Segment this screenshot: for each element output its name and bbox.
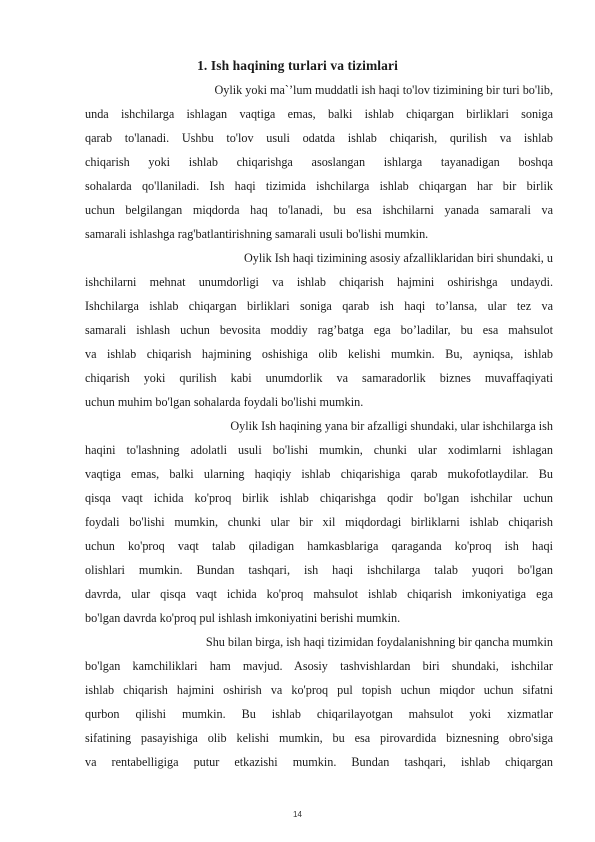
paragraph-line: sifatining pasayishiga olib kelishi mumkin, bu esa pirovardida biznesning obro'siga [85, 731, 553, 745]
paragraph-line: olishlari mumkin. Bundan tashqari, ish haqi ishchilarga talab yuqori bo'lgan [85, 563, 553, 577]
paragraph-line: samarali ishlashga rag'batlantirishning samarali usuli bo'lishi mumkin. [85, 227, 429, 241]
paragraph-line: unda ishchilarga ishlagan vaqtiga emas, balki ishlab chiqargan birliklari soniga [85, 107, 553, 121]
paragraph-line: sohalarda qo'llaniladi. Ish haqi tizimida ishchilarga ishlab chiqargan har bir birlik [85, 179, 553, 193]
paragraph-line: Oylik Ish haqining yana bir afzalligi shundaki, ular ishchilarga ish [230, 419, 553, 433]
paragraph-line: chiqarish yoki ishlab chiqarishga asoslangan ishlarga tayanadigan boshqa [85, 155, 553, 169]
paragraph-line: Shu bilan birga, ish haqi tizimidan foydalanishning bir qancha mumkin [205, 635, 553, 649]
paragraph-line: qurbon qilishi mumkin. Bu ishlab chiqarilayotgan mahsulot yoki xizmatlar [85, 707, 553, 721]
paragraph-line: uchun belgilangan miqdorda haq to'lanadi, bu esa ishchilarni yanada samarali va [85, 203, 553, 217]
paragraph-line: davrda, ular qisqa vaqt ichida ko'proq mahsulot ishlab chiqarish imkoniyatiga ega [85, 587, 553, 601]
paragraph-line: bo'lgan kamchiliklari ham mavjud. Asosiy tashvishlardan biri shundaki, ishchilar [85, 659, 553, 673]
paragraph-line: va rentabelligiga putur etkazishi mumkin. Bundan tashqari, ishlab chiqargan [85, 755, 553, 769]
paragraph-line: foydali bo'lishi mumkin, chunki ular bir xil miqdordagi birliklarni ishlab chiqarish [85, 515, 553, 529]
paragraph-line: ishlab chiqarish hajmini oshirish va ko'proq pul topish uchun miqdor uchun sifatni [85, 683, 553, 697]
paragraph-line: Oylik yoki ma`’lum muddatli ish haqi to'lov tizimining bir turi bo'lib, [214, 83, 553, 97]
page-number: 14 [293, 810, 302, 819]
paragraph-line: Ishchilarga ishlab chiqargan birliklari soniga qarab ish haqi to’lansa, ular tez va [85, 299, 553, 313]
paragraph-line: uchun muhim bo'lgan sohalarda foydali bo'lishi mumkin. [85, 395, 364, 409]
paragraph-line: Oylik Ish haqi tizimining asosiy afzalliklaridan biri shundaki, u [243, 251, 553, 265]
paragraph-line: vaqtiga emas, balki ularning haqiqiy ishlab chiqarishiga qarab mukofotlaydilar. Bu [85, 467, 553, 481]
paragraph-line: qisqa vaqt ichida ko'proq birlik ishlab chiqarishga qodir bo'lgan ishchilar uchun [85, 491, 553, 505]
section-heading: 1. Ish haqining turlari va tizimlari [197, 58, 398, 73]
paragraph-line: va ishlab chiqarish hajmining oshishiga olib kelishi mumkin. Bu, ayniqsa, ishlab [85, 347, 553, 361]
paragraph-line: chiqarish yoki qurilish kabi unumdorlik va samaradorlik biznes muvaffaqiyati [85, 371, 553, 385]
paragraph-line: qarab to'lanadi. Ushbu to'lov usuli odatda ishlab chiqarish, qurilish va ishlab [85, 131, 553, 145]
paragraph-line: ishchilarni mehnat unumdorligi va ishlab chiqarish hajmini oshirishga undaydi. [85, 275, 553, 289]
paragraph-line: bo'lgan davrda ko'proq pul ishlash imkoniyatini berishi mumkin. [85, 611, 401, 625]
paragraph-line: uchun ko'proq vaqt talab qiladigan hamkasblariga qaraganda ko'proq ish haqi [85, 539, 553, 553]
paragraph-line: samarali ishlash uchun bevosita moddiy rag’batga ega bo’ladilar, bu esa mahsulot [85, 323, 553, 337]
paragraph-line: haqini to'lashning adolatli usuli bo'lishi mumkin, chunki ular xodimlarni ishlagan [85, 443, 553, 457]
